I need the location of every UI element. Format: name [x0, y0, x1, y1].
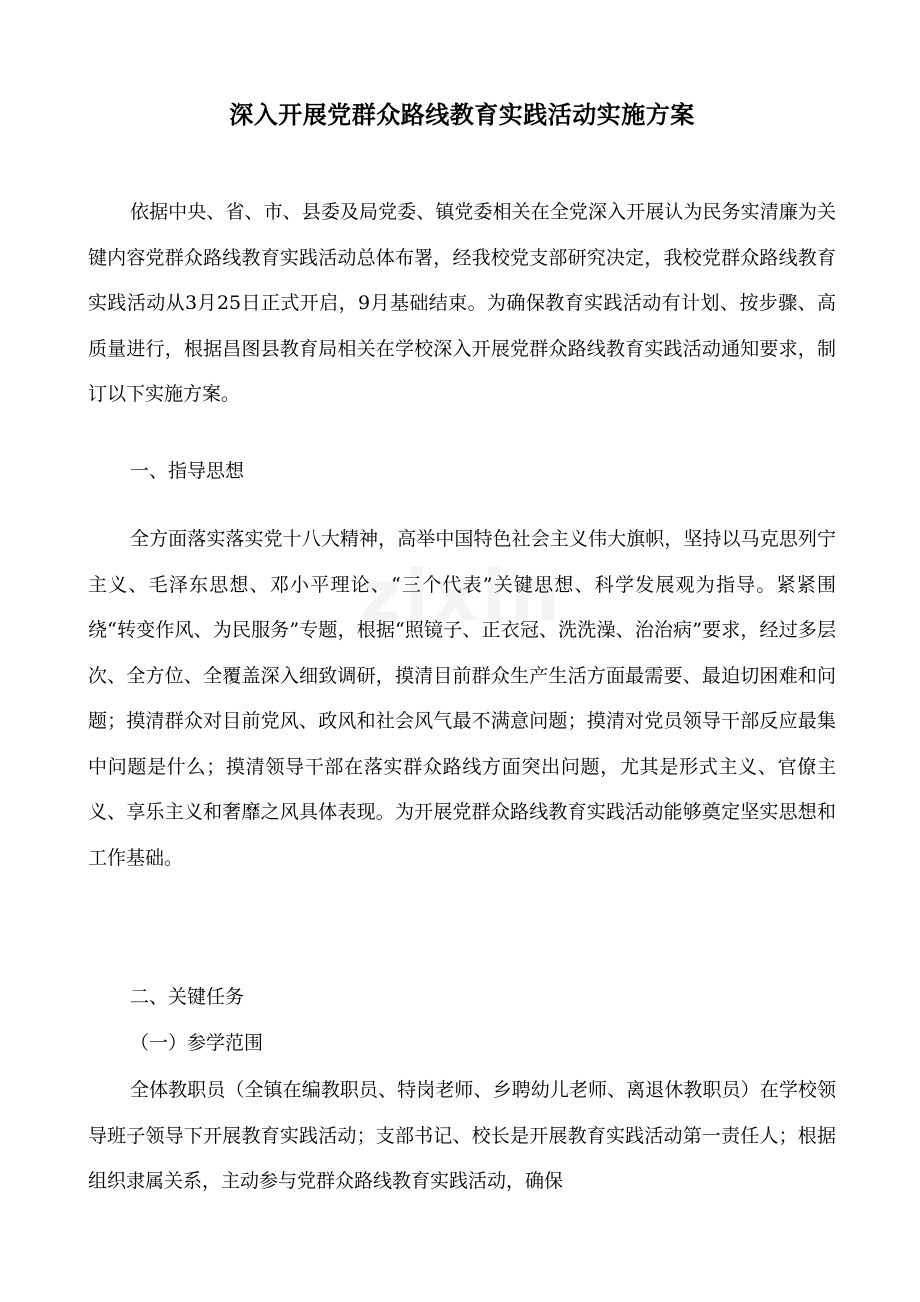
intro-paragraph: 依据中央、省、市、县委及局党委、镇党委相关在全党深入开展认为民务实清廉为关键内容党群众路线教育实践活动总体布署，经我校党支部研究决定，我校党群众路线教育实践活动从3月25日正式开启，9月基础结束。为确保教育实践活动有计划、按步骤、高质量进行，根据昌图县教育局相关在学校深入开展党群众路线教育实践活动通知要求，制订以下实施方案。: [88, 201, 836, 405]
section2-heading: 二、关键任务: [130, 986, 245, 1008]
section1-paragraph: 全方面落实落实党十八大精神，高举中国特色社会主义伟大旗帜，坚持以马克思列宁主义、毛泽东思想、邓小平理论、“三个代表”关键思想、科学发展观为指导。紧紧围绕“转变作风、为民服务”专题，根据“照镜子、正衣冠、洗洗澡、治治病”要求，经过多层次、全方位、全覆盖深入细致调研，摸清目前群众生产生活方面最需要、最迫切困难和问题；摸清群众对目前党风、政风和社会风气最不满意问题；摸清对党员领导干部反应最集中问题是什么；摸清领导干部在落实群众路线方面突出问题，尤其是形式主义、官僚主义、享乐主义和奢靡之风具体表现。为开展党群众路线教育实践活动能够奠定坚实思想和工作基础。: [88, 528, 836, 869]
section2-subheading: （一）参学范围: [130, 1032, 264, 1054]
section1-heading: 一、指导思想: [130, 460, 245, 482]
section2-paragraph: 全体教职员（全镇在编教职员、特岗老师、乡聘幼儿老师、离退休教职员）在学校领导班子领导下开展教育实践活动；支部书记、校长是开展教育实践活动第一责任人；根据组织隶属关系，主动参与党群众路线教育实践活动，确保: [88, 1079, 836, 1192]
document-title: 深入开展党群众路线教育实践活动实施方案: [229, 100, 695, 129]
